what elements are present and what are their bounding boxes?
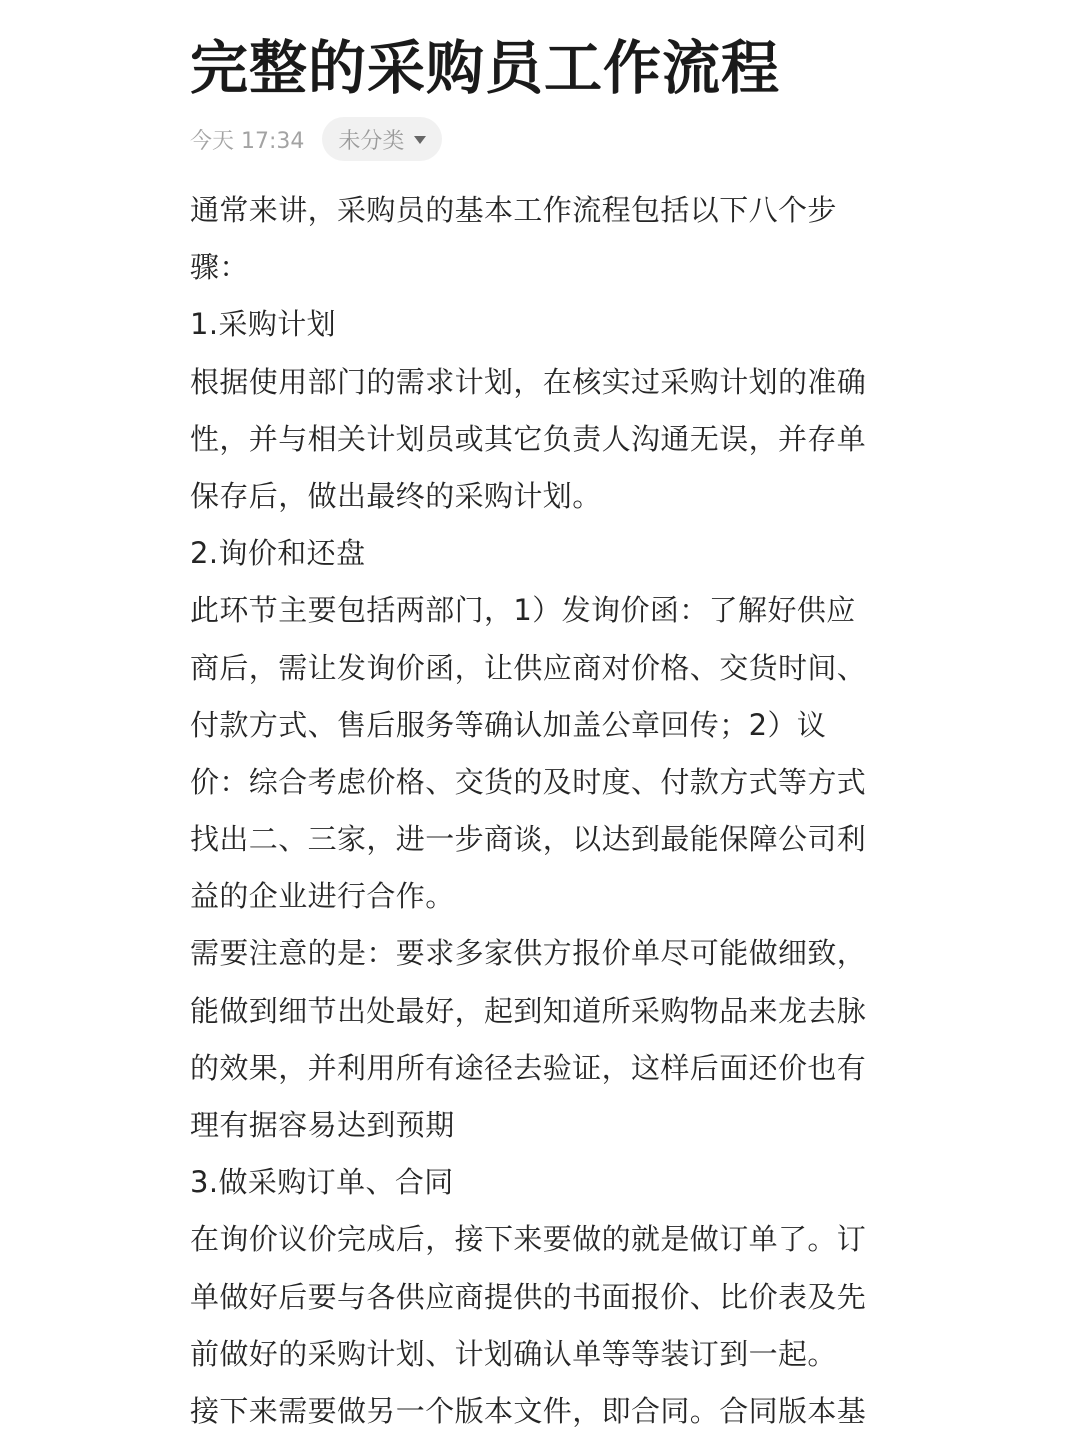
note-body-line: 通常来讲，采购员的基本工作流程包括以下八个步 — [190, 193, 837, 227]
note-body-line: 理有据容易达到预期 — [190, 1108, 455, 1142]
note-body-line: 保存后，做出最终的采购计划。 — [190, 478, 602, 513]
note-body-line: 益的企业进行合作。 — [190, 879, 455, 914]
note-content — [190, 30, 902, 1440]
note-timestamp: 今天 17:34 — [190, 128, 305, 154]
note-body-line: 性，并与相关计划员或其它负责人沟通无误，并存单 — [190, 421, 867, 456]
category-label: 未分类 — [338, 128, 405, 154]
note-body-line: 单做好后要与各供应商提供的书面报价、比价表及先 — [190, 1279, 867, 1314]
note-body-line: 商后，需让发询价函，让供应商对价格、交货时间、 — [190, 650, 867, 685]
note-body-line: 2.询价和还盘 — [190, 536, 366, 571]
note-body-line: 在询价议价完成后，接下来要做的就是做订单了。订 — [190, 1222, 867, 1257]
note-body-line: 1.采购计划 — [190, 307, 337, 342]
note-body-line: 接下来需要做另一个版本文件，即合同。合同版本基 — [190, 1393, 867, 1428]
note-body-line: 根据使用部门的需求计划，在核实过采购计划的准确 — [190, 364, 867, 399]
note-body-line: 的效果，并利用所有途径去验证，这样后面还价也有 — [190, 1050, 867, 1085]
note-meta — [190, 116, 902, 162]
note-body-line: 前做好的采购计划、计划确认单等等装订到一起。 — [190, 1336, 837, 1371]
note-body[interactable] — [190, 182, 902, 1440]
note-title[interactable]: 完整的采购员工作流程 — [190, 34, 781, 102]
chevron-down-icon — [414, 136, 426, 144]
note-body-line: 能做到细节出处最好，起到知道所采购物品来龙去脉 — [190, 993, 867, 1028]
note-body-line: 此环节主要包括两部门，1）发询价函：了解好供应 — [190, 593, 856, 628]
note-body-line: 找出二、三家，进一步商谈，以达到最能保障公司利 — [190, 822, 867, 857]
note-body-line: 价：综合考虑价格、交货的及时度、付款方式等方式 — [190, 764, 867, 799]
note-body-line: 骤： — [190, 250, 249, 285]
note-body-line: 需要注意的是：要求多家供方报价单尽可能做细致， — [190, 936, 867, 971]
note-body-line: 3.做采购订单、合同 — [190, 1165, 454, 1200]
note-body-line: 付款方式、售后服务等确认加盖公章回传；2）议 — [190, 707, 827, 742]
category-selector[interactable] — [322, 117, 442, 161]
